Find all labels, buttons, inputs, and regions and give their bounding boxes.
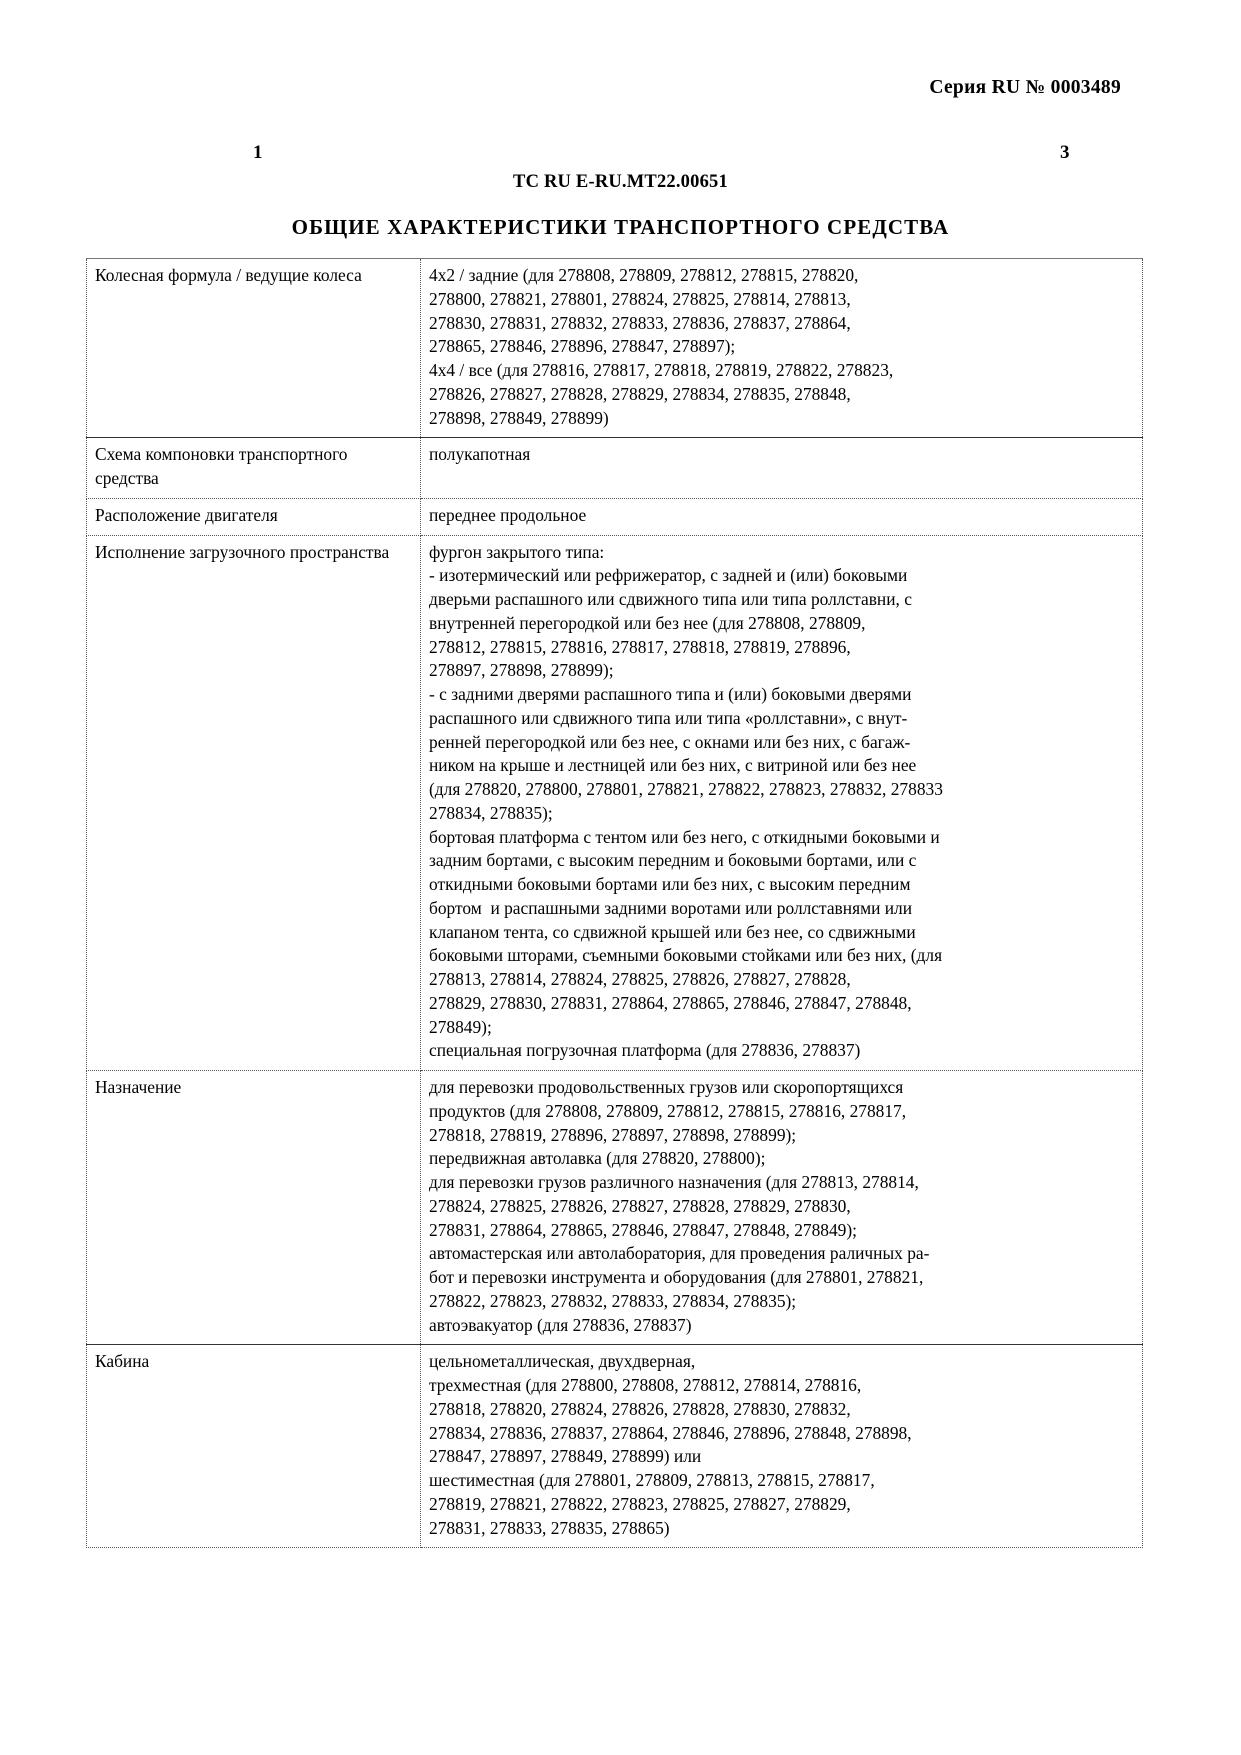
text-line: автомастерская или автолаборатория, для проведения раличных ра- [429,1243,930,1264]
spec-value [421,498,1143,535]
text-line: 278822, 278823, 278832, 278833, 278834, 278835); [429,1290,797,1311]
serial-number: Серия RU № 0003489 [929,77,1121,98]
spec-label-value: Кабина [95,1351,150,1372]
certificate-code: ТС RU E-RU.МТ22.00651 [513,172,728,192]
page-number-right: 3 [1060,142,1070,163]
text-line: 278830, 278831, 278832, 278833, 278836, 278837, 278864, [429,312,851,333]
text-line: распашного или сдвижного типа или типа «роллставни», с внут- [429,707,908,728]
text-line: 278818, 278819, 278896, 278897, 278898, 278899); [429,1124,797,1145]
page-number-left: 1 [253,142,263,163]
text-line: 4х4 / все (для 278816, 278817, 278818, 278819, 278822, 278823, [429,360,894,380]
text-line: клапаном тента, со сдвижной крышей или без нее, со сдвижными [429,921,916,942]
spec-label-value: Назначение [95,1077,182,1097]
text-line: 278847, 278897, 278849, 278899) или [429,1446,702,1467]
text-line: ником на крыше и лестницей или без них, с витриной или без нее [429,755,917,776]
text-line: продуктов (для 278808, 278809, 278812, 278815, 278816, 278817, [429,1100,907,1121]
spec-value-lines [429,504,1135,528]
text-line: 278800, 278821, 278801, 278824, 278825, 278814, 278813, [429,288,851,309]
text-line: фургон закрытого типа: [429,541,605,562]
text-line: 278897, 278898, 278899); [429,660,614,681]
spec-label-value: Расположение двигателя [95,504,278,525]
spec-label [87,1071,421,1345]
table-row [87,1345,1143,1548]
text-line: 278831, 278833, 278835, 278865) [429,1517,670,1538]
text-line: бот и перевозки инструмента и оборудования (для 278801, 278821, [429,1267,924,1287]
spec-value-lines [429,264,1135,430]
text-line: для перевозки грузов различного назначения (для 278813, 278814, [429,1172,919,1192]
spec-value [421,259,1143,438]
text-line: автоэвакуатор (для 278836, 278837) [429,1314,692,1335]
text-line: - изотермический или рефрижератор, с задней и (или) боковыми [429,565,908,586]
text-line: 4х2 / задние (для 278808, 278809, 278812, 278815, 278820, [429,265,859,285]
text-line: полукапотная [429,444,531,465]
text-line: 278831, 278864, 278865, 278846, 278847, 278848, 278849); [429,1219,857,1240]
text-line: 278818, 278820, 278824, 278826, 278828, 278830, 278832, [429,1398,851,1419]
text-line: ренней перегородкой или без нее, с окнами или без них, с багаж- [429,731,911,752]
text-line: 278834, 278835); [429,802,553,823]
text-line: 278898, 278849, 278899) [429,407,609,428]
text-line: (для 278820, 278800, 278801, 278821, 278822, 278823, 278832, 278833 [429,779,943,799]
text-line: 278813, 278814, 278824, 278825, 278826, 278827, 278828, [429,969,851,989]
page-title: ОБЩИЕ ХАРАКТЕРИСТИКИ ТРАНСПОРТНОГО СРЕДСТВА [291,215,950,239]
spec-value [421,1071,1143,1345]
text-line: бортовая платформа с тентом или без него, с откидными боковыми и [429,826,940,847]
text-line: для перевозки продовольственных грузов или скоропортящихся [429,1077,904,1097]
vehicle-specifications-table [86,258,1143,1548]
text-line: 278865, 278846, 278896, 278847, 278897); [429,336,736,357]
text-line: откидными боковыми бортами или без них, с высоким передним [429,874,911,894]
table-row [87,535,1143,1071]
text-line: внутренней перегородкой или без нее (для 278808, 278809, [429,612,866,633]
spec-label-value: Исполнение загрузочного пространства [95,541,390,562]
spec-label [87,535,421,1071]
spec-value-lines [429,1076,1135,1337]
text-line: 278829, 278830, 278831, 278864, 278865, 278846, 278847, 278848, [429,992,912,1013]
text-line: переднее продольное [429,504,587,525]
table-row [87,1071,1143,1345]
spec-value [421,1345,1143,1548]
text-line: 278824, 278825, 278826, 278827, 278828, 278829, 278830, [429,1195,851,1216]
text-line: - с задними дверями распашного типа и (или) боковыми дверями [429,684,912,704]
spec-value-lines [429,541,1135,1064]
table-row [87,498,1143,535]
text-line: 278849); [429,1016,492,1037]
spec-value-lines [429,443,1135,467]
spec-value-lines [429,1350,1135,1540]
spec-label [87,438,421,499]
text-line: 278812, 278815, 278816, 278817, 278818, 278819, 278896, [429,636,851,657]
table-row [87,438,1143,499]
spec-label [87,259,421,438]
table-body [87,259,1143,1548]
spec-label-value: Колесная формула / ведущие колеса [95,265,362,285]
text-line: передвижная автолавка (для 278820, 278800); [429,1148,766,1169]
text-line: специальная погрузочная платформа (для 278836, 278837) [429,1040,861,1061]
spec-label [87,498,421,535]
text-line: шестиместная (для 278801, 278809, 278813, 278815, 278817, [429,1470,875,1490]
spec-value [421,535,1143,1071]
text-line: 278819, 278821, 278822, 278823, 278825, 278827, 278829, [429,1493,851,1514]
text-line: 278826, 278827, 278828, 278829, 278834, 278835, 278848, [429,383,851,404]
table-row [87,259,1143,438]
text-line: дверьми распашного или сдвижного типа или типа роллставни, с [429,589,912,609]
text-line: бортом и распашными задними воротами или роллставнями или [429,897,913,918]
text-line: задним бортами, с высоким передним и боковыми бортами, или с [429,850,917,871]
text-line: трехместная (для 278800, 278808, 278812, 278814, 278816, [429,1375,862,1395]
spec-label-value: Схема компоновки транспортного средства [95,444,348,488]
spec-value [421,438,1143,499]
text-line: 278834, 278836, 278837, 278864, 278846, 278896, 278848, 278898, [429,1422,912,1443]
text-line: цельнометаллическая, двухдверная, [429,1351,696,1372]
spec-label [87,1345,421,1548]
text-line: боковыми шторами, съемными боковыми стойками или без них, (для [429,945,943,966]
